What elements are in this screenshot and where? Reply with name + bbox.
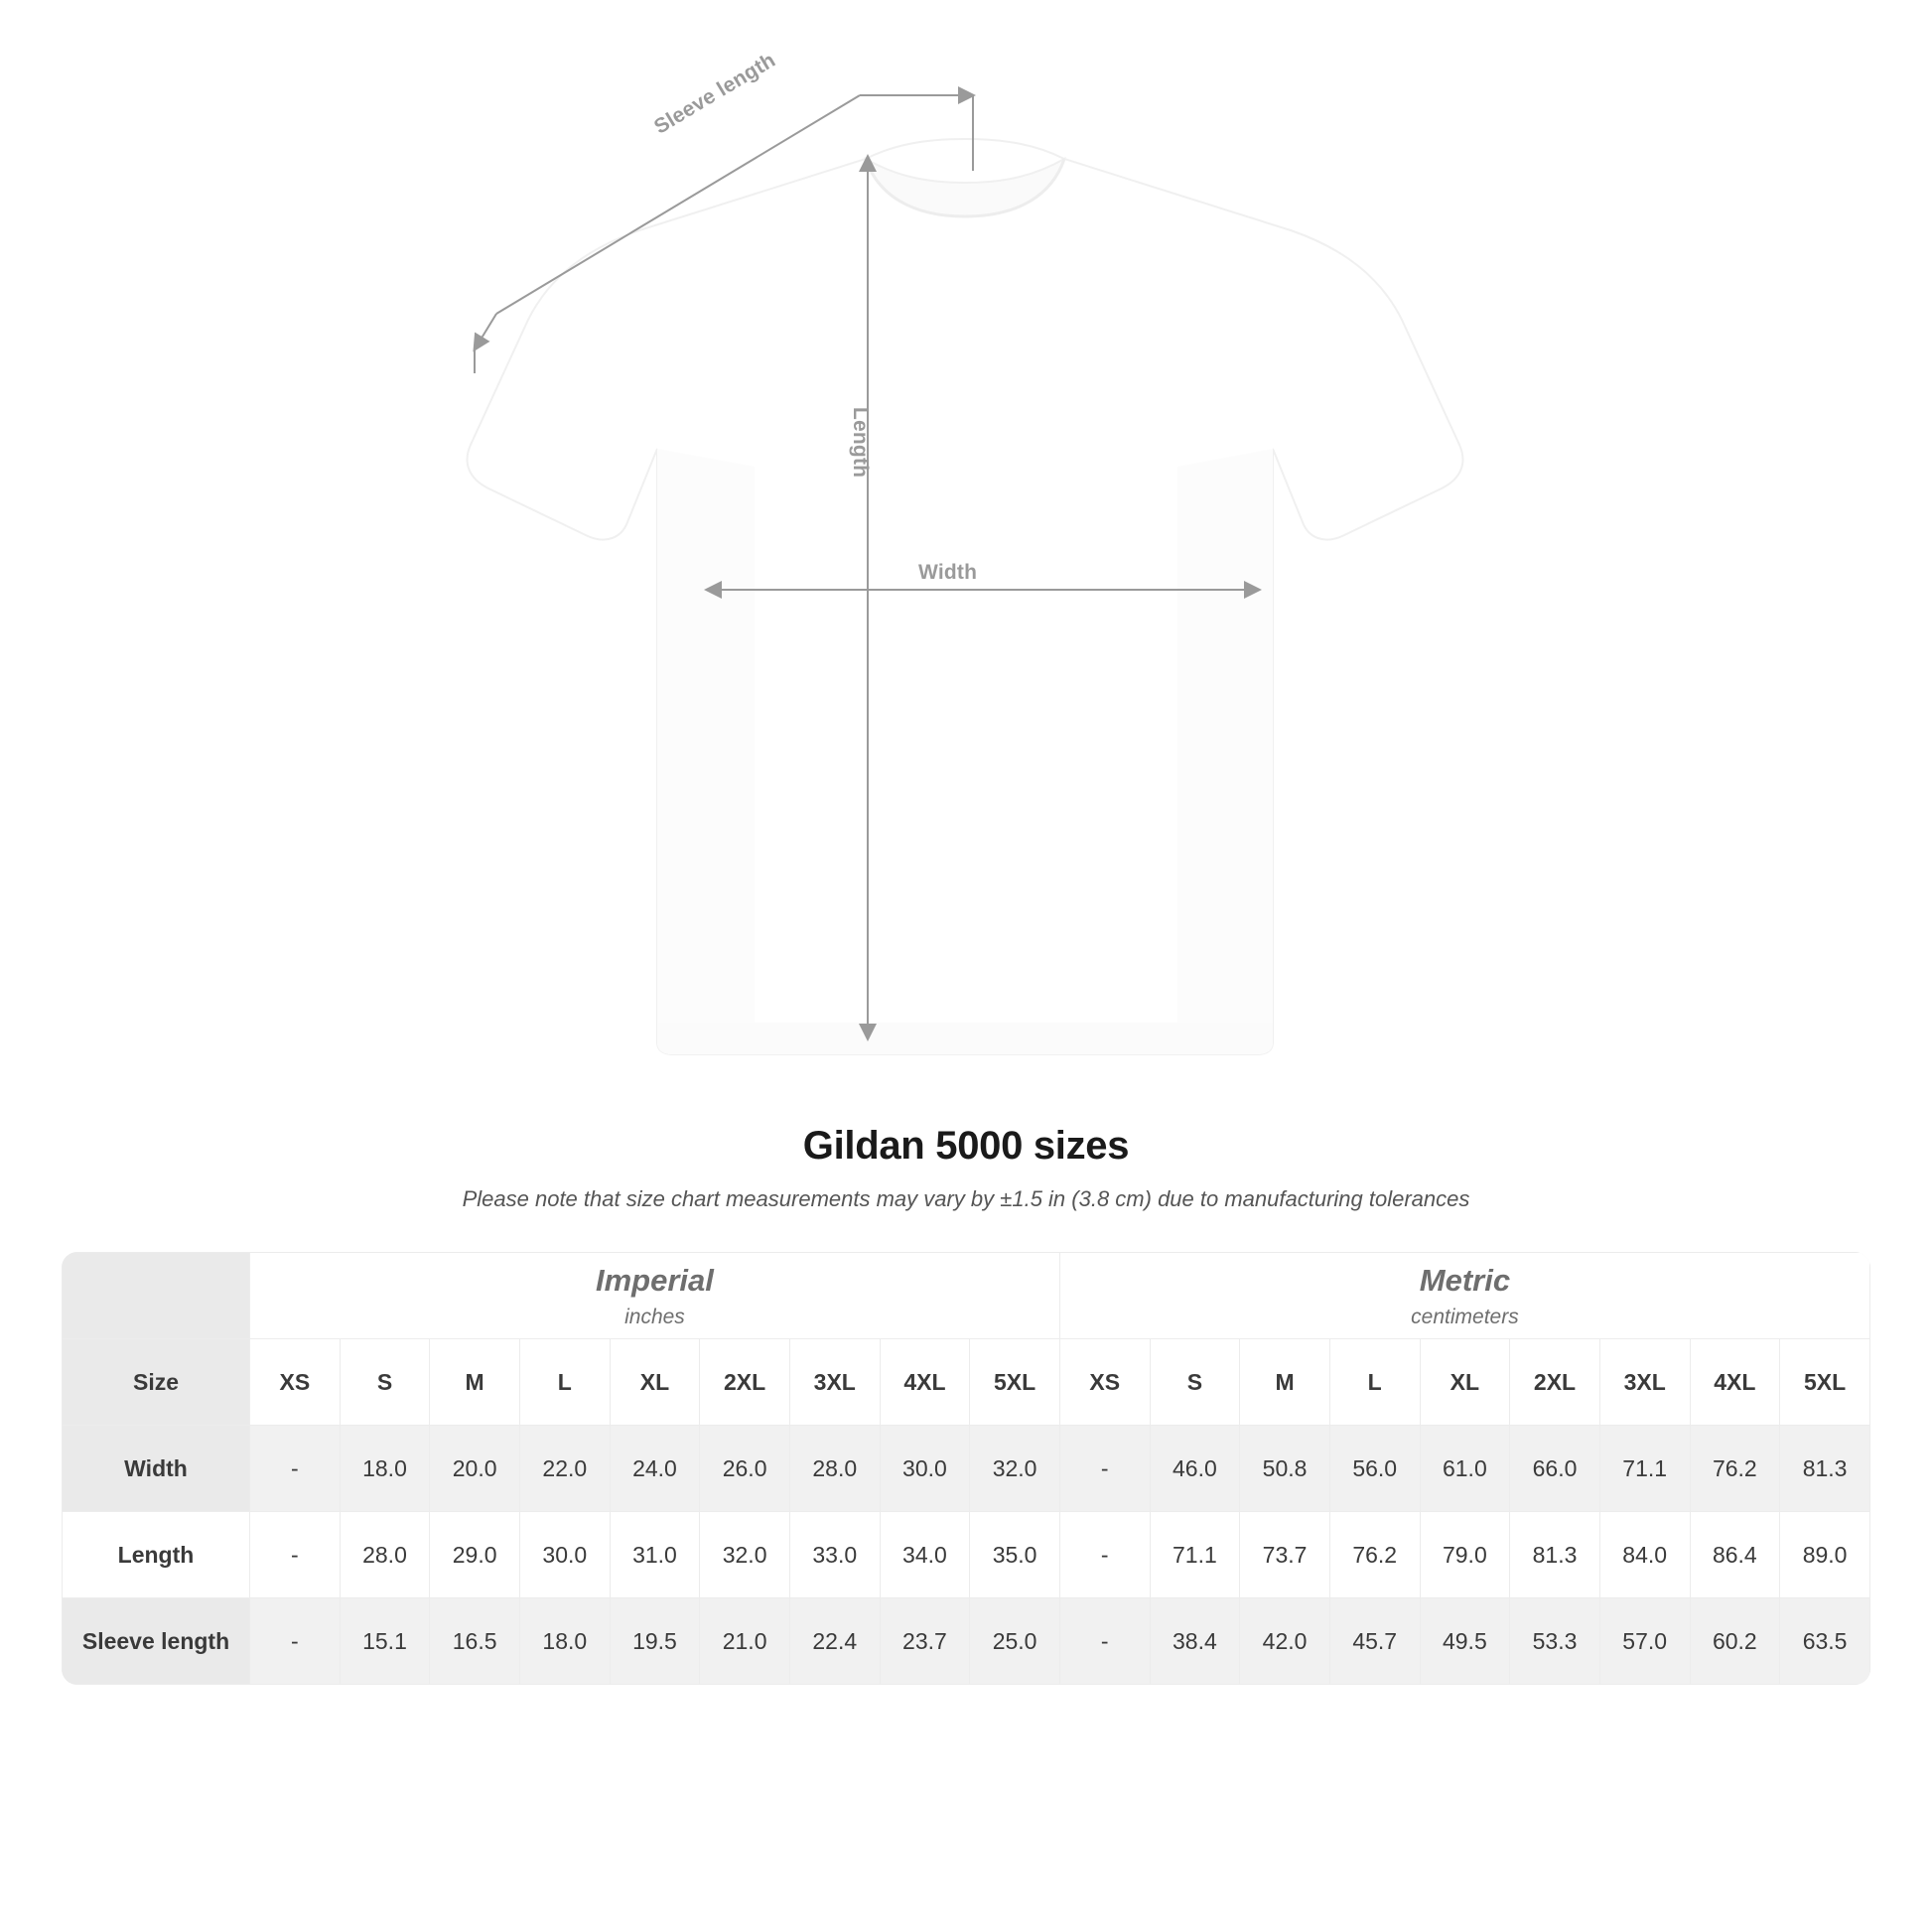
unit-header-spacer: [63, 1253, 250, 1339]
cell-width-imp-6: 28.0: [789, 1426, 880, 1512]
cell-width-imp-8: 32.0: [970, 1426, 1060, 1512]
cell-sleeve-imp-1: 15.1: [340, 1598, 430, 1685]
size-header-cell: Size: [63, 1339, 250, 1426]
tolerance-note: Please note that size chart measurements may vary by ±1.5 in (3.8 cm) due to manufacturing tolerances: [462, 1186, 1470, 1211]
cell-width-met-7: 76.2: [1690, 1426, 1780, 1512]
page-title: Gildan 5000 sizes: [802, 1124, 1130, 1168]
table-row: [63, 1598, 1870, 1685]
cell-width-imp-5: 26.0: [700, 1426, 790, 1512]
length-label: Length: [849, 407, 872, 479]
unit-header-metric: [1059, 1253, 1869, 1339]
col-head-14: 2XL: [1510, 1339, 1600, 1426]
unit-header-imperial: [250, 1253, 1060, 1339]
cell-length-imp-5: 32.0: [700, 1512, 790, 1598]
cell-width-met-5: 66.0: [1510, 1426, 1600, 1512]
cell-width-met-8: 81.3: [1780, 1426, 1870, 1512]
cell-length-met-4: 79.0: [1420, 1512, 1510, 1598]
cell-length-imp-6: 33.0: [789, 1512, 880, 1598]
size-table: [62, 1252, 1870, 1685]
cell-length-imp-2: 29.0: [430, 1512, 520, 1598]
cell-width-imp-2: 20.0: [430, 1426, 520, 1512]
cell-width-met-2: 50.8: [1240, 1426, 1330, 1512]
unit-sub-metric: centimeters: [1411, 1305, 1519, 1328]
unit-name-imperial: Imperial: [596, 1262, 714, 1298]
cell-length-imp-7: 34.0: [880, 1512, 970, 1598]
cell-width-met-3: 56.0: [1329, 1426, 1420, 1512]
cell-length-met-7: 86.4: [1690, 1512, 1780, 1598]
cell-sleeve-imp-3: 18.0: [519, 1598, 610, 1685]
cell-sleeve-met-6: 57.0: [1599, 1598, 1690, 1685]
cell-sleeve-met-8: 63.5: [1780, 1598, 1870, 1685]
table-row: [63, 1512, 1870, 1598]
cell-length-imp-4: 31.0: [610, 1512, 700, 1598]
col-head-9: XS: [1059, 1339, 1150, 1426]
cell-sleeve-met-7: 60.2: [1690, 1598, 1780, 1685]
cell-width-met-0: -: [1059, 1426, 1150, 1512]
cell-sleeve-met-0: -: [1059, 1598, 1150, 1685]
cell-sleeve-imp-8: 25.0: [970, 1598, 1060, 1685]
cell-width-met-4: 61.0: [1420, 1426, 1510, 1512]
size-table-wrap: [62, 1252, 1870, 1685]
cell-sleeve-met-1: 38.4: [1150, 1598, 1240, 1685]
tshirt-shape: [468, 139, 1463, 1054]
col-head-17: 5XL: [1780, 1339, 1870, 1426]
col-head-1: S: [340, 1339, 430, 1426]
col-head-13: XL: [1420, 1339, 1510, 1426]
cell-length-met-0: -: [1059, 1512, 1150, 1598]
cell-sleeve-imp-2: 16.5: [430, 1598, 520, 1685]
cell-length-met-2: 73.7: [1240, 1512, 1330, 1598]
cell-width-imp-3: 22.0: [519, 1426, 610, 1512]
cell-length-imp-3: 30.0: [519, 1512, 610, 1598]
unit-sub-imperial: inches: [624, 1305, 685, 1328]
column-header-row: [63, 1339, 1870, 1426]
cell-length-met-8: 89.0: [1780, 1512, 1870, 1598]
row-label-width: Width: [63, 1426, 250, 1512]
unit-header-row: [63, 1253, 1870, 1339]
unit-name-metric: Metric: [1419, 1262, 1511, 1298]
cell-length-met-5: 81.3: [1510, 1512, 1600, 1598]
cell-sleeve-imp-7: 23.7: [880, 1598, 970, 1685]
col-head-2: M: [430, 1339, 520, 1426]
title-block: [0, 1124, 1932, 1212]
cell-width-imp-1: 18.0: [340, 1426, 430, 1512]
width-label: Width: [918, 561, 978, 584]
cell-width-met-1: 46.0: [1150, 1426, 1240, 1512]
table-row: [63, 1426, 1870, 1512]
cell-width-imp-7: 30.0: [880, 1426, 970, 1512]
cell-sleeve-met-5: 53.3: [1510, 1598, 1600, 1685]
cell-sleeve-met-2: 42.0: [1240, 1598, 1330, 1685]
cell-length-met-3: 76.2: [1329, 1512, 1420, 1598]
cell-length-imp-8: 35.0: [970, 1512, 1060, 1598]
col-head-16: 4XL: [1690, 1339, 1780, 1426]
cell-length-met-6: 84.0: [1599, 1512, 1690, 1598]
cell-width-met-6: 71.1: [1599, 1426, 1690, 1512]
cell-sleeve-met-4: 49.5: [1420, 1598, 1510, 1685]
cell-sleeve-imp-0: -: [250, 1598, 341, 1685]
cell-sleeve-met-3: 45.7: [1329, 1598, 1420, 1685]
cell-width-imp-4: 24.0: [610, 1426, 700, 1512]
cell-sleeve-imp-5: 21.0: [700, 1598, 790, 1685]
row-label-sleeve-length: Sleeve length: [63, 1598, 250, 1685]
col-head-0: XS: [250, 1339, 341, 1426]
cell-length-imp-0: -: [250, 1512, 341, 1598]
col-head-10: S: [1150, 1339, 1240, 1426]
col-head-8: 5XL: [970, 1339, 1060, 1426]
col-head-15: 3XL: [1599, 1339, 1690, 1426]
row-label-length: Length: [63, 1512, 250, 1598]
cell-sleeve-imp-6: 22.4: [789, 1598, 880, 1685]
col-head-7: 4XL: [880, 1339, 970, 1426]
sleeve-length-label: Sleeve length: [650, 48, 780, 139]
cell-width-imp-0: -: [250, 1426, 341, 1512]
cell-length-met-1: 71.1: [1150, 1512, 1240, 1598]
col-head-5: 2XL: [700, 1339, 790, 1426]
col-head-12: L: [1329, 1339, 1420, 1426]
col-head-11: M: [1240, 1339, 1330, 1426]
col-head-6: 3XL: [789, 1339, 880, 1426]
col-head-3: L: [519, 1339, 610, 1426]
cell-sleeve-imp-4: 19.5: [610, 1598, 700, 1685]
cell-length-imp-1: 28.0: [340, 1512, 430, 1598]
col-head-4: XL: [610, 1339, 700, 1426]
